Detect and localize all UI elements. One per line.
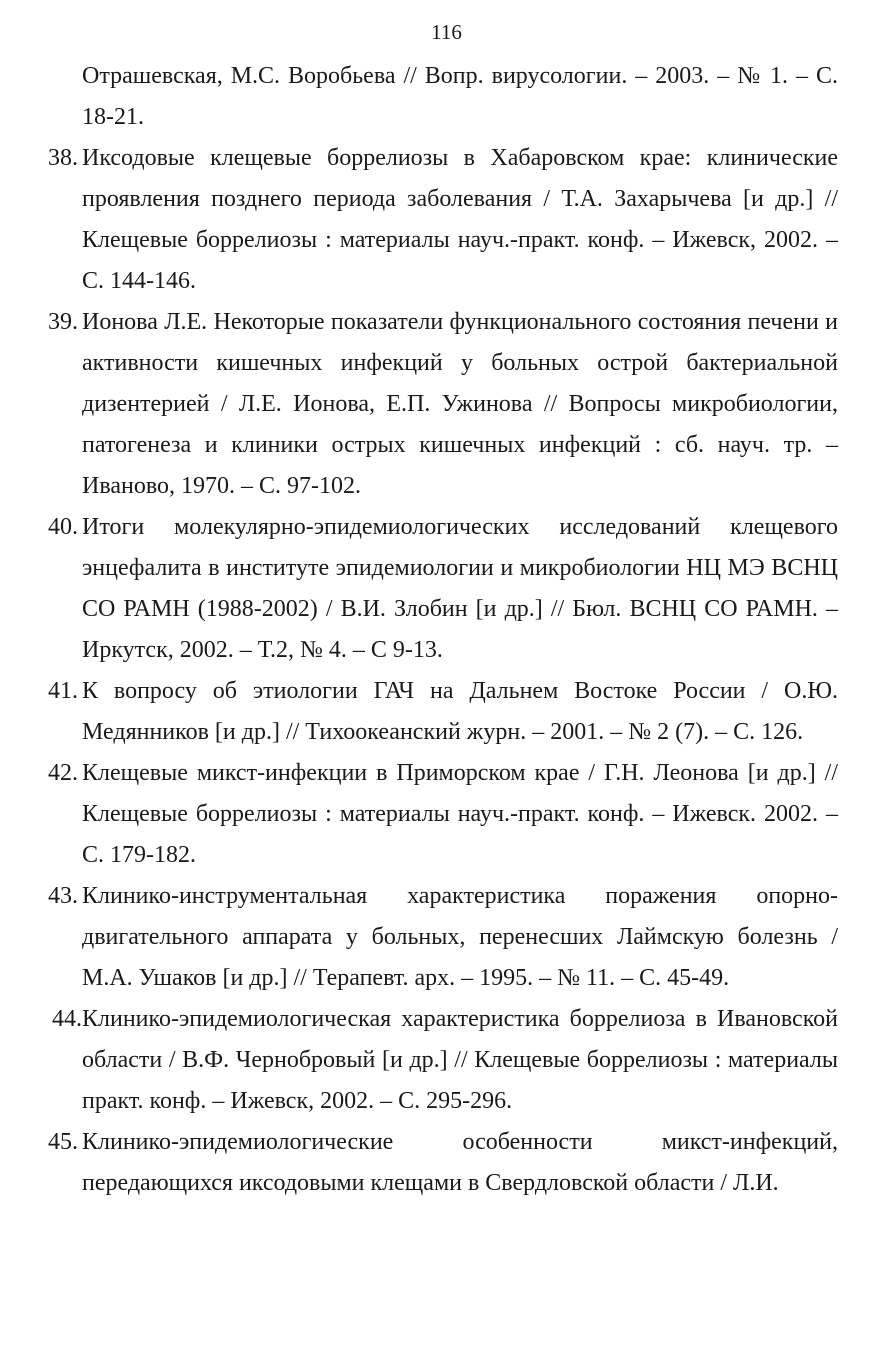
reference-number: 41. xyxy=(48,678,78,704)
reference-number: 42. xyxy=(48,760,78,786)
reference-number: 39. xyxy=(48,309,78,335)
reference-text: Иксодовые клещевые боррелиозы в Хабаровском крае: клинические проявления позднего периода заболевания / Т.А. Захарычева [и др.] // Клещевые боррелиозы : материалы науч.-практ. конф. – Ижевск, 2002. – С. 144-146. xyxy=(82,145,838,294)
reference-text: Клинико-инструментальная характеристика поражения опорно-двигательного аппарата у больных, перенесших Лаймскую болезнь / М.А. Ушаков [и др.] // Терапевт. арх. – 1995. – № 11. – С. 45-49. xyxy=(82,883,838,991)
reference-number: 45. xyxy=(48,1129,78,1155)
reference-entry-41 xyxy=(48,671,838,753)
reference-entry-45 xyxy=(48,1122,838,1204)
reference-text: Клинико-эпидемиологическая характеристика боррелиоза в Ивановской области / В.Ф. Чернобровый [и др.] // Клещевые боррелиозы : материалы практ. конф. – Ижевск, 2002. – С. 295-296. xyxy=(82,1006,838,1114)
reference-number: 38. xyxy=(48,145,78,171)
page-number: 116 xyxy=(431,20,462,44)
reference-entry-43 xyxy=(48,876,838,999)
reference-entry-38 xyxy=(48,138,838,302)
reference-text: Ионова Л.Е. Некоторые показатели функционального состояния печени и активности кишечных инфекций у больных острой бактериальной дизентерией / Л.Е. Ионова, Е.П. Ужинова // Вопросы микробиологии, патогенеза и клиники острых кишечных инфекций : сб. науч. тр. – Иваново, 1970. – С. 97-102. xyxy=(82,309,838,499)
reference-entry-42 xyxy=(48,753,838,876)
reference-entry-44 xyxy=(52,999,838,1122)
reference-entry-39 xyxy=(48,302,838,507)
reference-number: 44. xyxy=(52,1006,82,1032)
reference-text: Клинико-эпидемиологические особенности микст-инфекций, передающихся иксодовыми клещами в Свердловской области / Л.И. xyxy=(82,1129,838,1196)
reference-text: К вопросу об этиологии ГАЧ на Дальнем Востоке России / О.Ю. Медянников [и др.] // Тихоокеанский журн. – 2001. – № 2 (7). – С. 126. xyxy=(82,678,838,745)
reference-number: 43. xyxy=(48,883,78,909)
reference-continuation: Отрашевская, М.С. Воробьева // Вопр. вирусологии. – 2003. – № 1. – С. 18-21. xyxy=(82,63,838,130)
reference-entry-40 xyxy=(48,507,838,671)
reference-text: Клещевые микст-инфекции в Приморском крае / Г.Н. Леонова [и др.] // Клещевые боррелиозы : материалы науч.-практ. конф. – Ижевск. 2002. – С. 179-182. xyxy=(82,760,838,868)
reference-number: 40. xyxy=(48,514,78,540)
reference-list xyxy=(0,56,893,1204)
reference-text: Итоги молекулярно-эпидемиологических исследований клещевого энцефалита в институте эпидемиологии и микробиологии НЦ МЭ ВСНЦ СО РАМН (1988-2002) / В.И. Злобин [и др.] // Бюл. ВСНЦ СО РАМН. – Иркутск, 2002. – Т.2, № 4. – С 9-13. xyxy=(82,514,838,663)
